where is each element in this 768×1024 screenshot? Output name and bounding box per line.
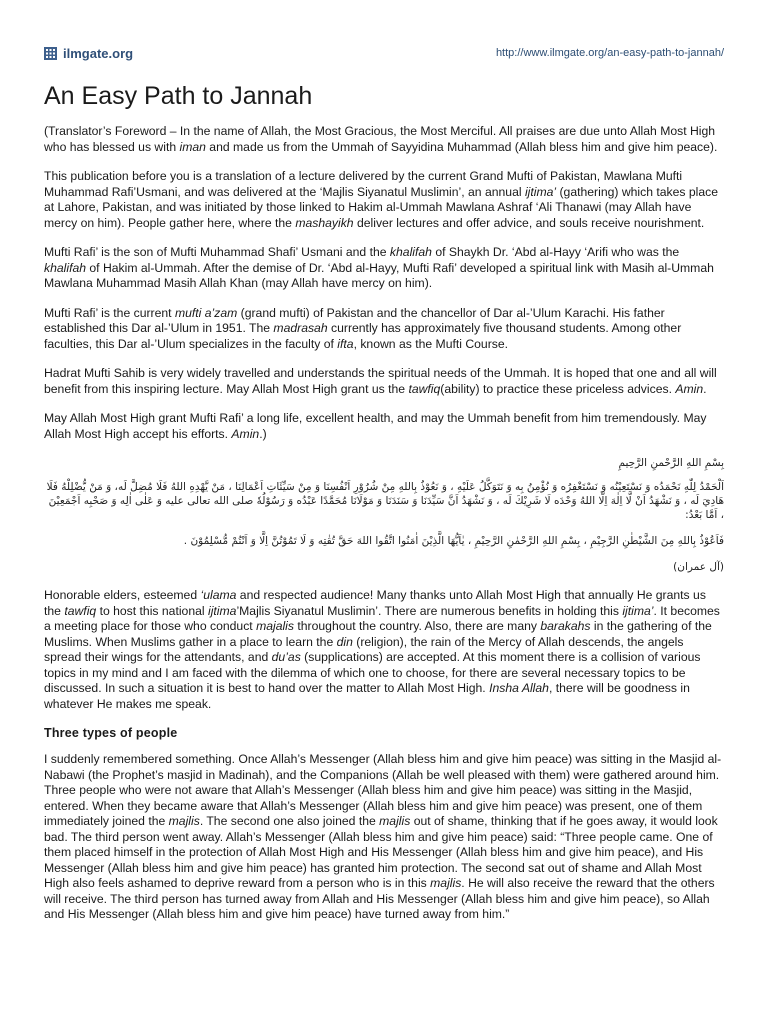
- paragraph: Hadrat Mufti Sahib is very widely travelled and understands the spiritual needs of the Ummah. It is hoped that one and all will benefit from this inspiring lecture. May Allah Most High grant us the tawfiq(ability) to practice these priceless advices. Amin.: [44, 366, 717, 396]
- paragraph: Honorable elders, esteemed ‘ulama and respected audience! Many thanks unto Allah Most High that annually He grants us the tawfiq to host this national ijtima’Majlis Siyanatul Muslimin’. There are numerous benefits in holding this ijtima’. It becomes a meeting place for those who conduct majalis throughout the country. Also, there are many barakahs in the gathering of the Muslims. When Muslims gather in a place to learn the din (religion), the rain of the Mercy of Allah descends, the angels spread their wings for the attendants, and du’as (supplications) are accepted. At this moment there is a collision of various topics in my mind and I am faced with the dilemma of which one to choose, for there are several necessary topics to be discussed. In such a situation it is best to hand over the matter to Allah Most High. Insha Allah, there will be goodness in whatever He makes me speak.: [44, 588, 720, 711]
- italic-term: du’as: [271, 650, 301, 664]
- paragraph: I suddenly remembered something. Once Allah’s Messenger (Allah bless him and give him peace) was sitting in the Masjid al-Nabawi (the Prophet’s masjid in Madinah), and the Companions (Allah be well pleased with them) were gathered around him. Three people who were not aware that Allah’s Messenger (Allah bless him and give him peace) was sitting in the Masjid, entered. When they became aware that Allah’s Messenger (Allah bless him and give him peace) was present, one of them immediately joined the majlis. The second one also joined the majlis out of shame, thinking that if he goes away, it would look bad. The third person went away. Allah’s Messenger (Allah bless him and give him peace) said: “Three people came. One of them placed himself in the protection of Allah Most High and His Messenger (Allah bless him and give him peace), and His Messenger (Allah bless him and give him peace) has granted him protection. The second sat out of shame and Allah Most High also feels ashamed to deprive reward from a person who is in this majlis. He will also receive the reward that the others will receive. The third person has turned away from Allah and His Messenger (Allah bless him and give him peace), so Allah and His Messenger (Allah bless him and give him peace) have turned away from him.”: [44, 752, 722, 921]
- italic-term: ijtima’: [524, 184, 557, 199]
- italic-term: majlis: [379, 814, 411, 828]
- foreword-section: [44, 124, 724, 442]
- italic-term: ijtima’: [622, 603, 654, 618]
- brand-name: ilmgate.org: [63, 45, 134, 61]
- italic-term: Amin: [675, 381, 704, 396]
- italic-term: majlis: [430, 876, 462, 890]
- italic-term: ijtima: [207, 603, 237, 618]
- paragraph: (Translator’s Foreword – In the name of Allah, the Most Gracious, the Most Merciful. All praises are due unto Allah Most High who has blessed us with iman and made us from the Ummah of Sayyidina Muhammad (Allah bless him and give him peace).: [44, 124, 718, 154]
- italic-term: majalis: [256, 619, 294, 633]
- italic-term: khalifah: [44, 260, 87, 275]
- paragraph: This publication before you is a translation of a lecture delivered by the current Grand Mufti of Pakistan, Mawlana Mufti Muhammad Rafi’Usmani, and was delivered at the ‘Majlis Siyanatul Muslimin’, an annual ijtima’ (gathering) which takes place at Lahore, Pakistan, and was initiated by those linked to Hakim al-Ummah Mawlana Ashraf ‘Ali Thanawi (may Allah have mercy on him). People gather here, where the mashayikh deliver lectures and offer advice, and souls receive nourishment.: [44, 169, 719, 230]
- italic-term: ‘ulama: [200, 588, 237, 602]
- italic-term: majlis: [168, 814, 200, 828]
- paragraph: Mufti Rafi’ is the current mufti a’zam (grand mufti) of Pakistan and the chancellor of Dar al-’Ulum Karachi. His father established this Dar al-’Ulum in 1951. The madrasah currently has approximately five thousand students. Among other faculties, this Dar al-’Ulum specializes in the faculty of ifta, known as the Mufti Course.: [44, 305, 682, 351]
- section-heading: Three types of people: [44, 726, 178, 740]
- paragraph: Mufti Rafi’ is the son of Mufti Muhammad Shafi’ Usmani and the khalifah of Shaykh Dr. ‘Abd al-Hayy ‘Arifi who was the khalifah of Hakim al-Ummah. After the demise of Dr. ‘Abd al-Hayy, Mufti Rafi’ developed a spiritual link with Masih al-Ummah Mawlana Muhammad Masih Allah Khan (may Allah have mercy on him).: [44, 245, 714, 290]
- page-url-link[interactable]: http://www.ilmgate.org/an-easy-path-to-jannah/: [495, 47, 724, 59]
- italic-term: mufti a’zam: [174, 305, 238, 320]
- lecture-intro-section: [44, 588, 724, 712]
- italic-term: Insha Allah: [489, 681, 549, 695]
- page-title: An Easy Path to Jannah: [44, 82, 313, 110]
- italic-term: ifta: [337, 336, 354, 351]
- italic-term: tawfiq: [408, 381, 441, 396]
- paragraph: May Allah Most High grant Mufti Rafi’ a long life, excellent health, and may the Ummah benefit from him tremendously. May Allah Most High accept his efforts. Amin.): [44, 411, 707, 441]
- three-types-section: [44, 752, 724, 923]
- arabic-taawwudh: فَاَعُوْذُ بِاللهِ مِنَ الشَّيْطٰنِ الرَّجِيْمِ ، بِسْمِ اللهِ الرَّحْمٰنِ الرَّحِيْمِ ، يٰاَيُّهَا الَّذِيْنَ اٰمَنُوا اتَّقُوا اللهَ حَقَّ تُقٰتِه وَ لَا تَمُوْتُنَّ اِلَّا وَ اَنْتُمْ مُّسْلِمُوْنَ .: [183, 535, 724, 547]
- grid-logo-icon: [44, 47, 57, 60]
- italic-term: iman: [179, 139, 206, 154]
- italic-term: madrasah: [273, 321, 328, 335]
- page-header: [44, 44, 724, 62]
- site-brand[interactable]: [44, 46, 133, 61]
- arabic-khutbah: اَلْحَمْدُ لِلّٰهِ نَحْمَدُه وَ نَسْتَعِيْنُه وَ نَسْتَغْفِرُه وَ نُؤْمِنُ بِه وَ نَتَوَكَّلُ عَلَيْهِ ، وَ نَعُوْذُ بِاللهِ مِنْ شُرُوْرِ اَنْفُسِنَا وَ مِنْ سَيِّئَاتِ اَعْمَالِنَا ، مَنْ يَّهْدِهِ اللهُ فَلَا مُضِلَّ لَه، وَ مَنْ يُّضْلِلْهُ فَلَا هَادِيَ لَه ، وَ نَشْهَدُ اَنْ لَّا اِلٰهَ اِلَّا اللهُ وَحْدَه لَا شَرِيْكَ لَه ، وَ نَشْهَدُ اَنَّ سَيِّدَنَا وَ سَنَدَنَا وَ مَوْلَانَا مُحَمَّدًا عَبْدُه وَ رَسُوْلُهٗ صلى الله تعالى عليه وَ عَلٰى اٰلِه وَ صَحْبِه اَجْمَعِيْنَ ، اَمَّا بَعْدُ:: [46, 481, 724, 521]
- italic-term: Amin: [231, 426, 260, 441]
- article-body: [44, 124, 724, 937]
- italic-term: barakahs: [540, 619, 591, 633]
- italic-term: din: [336, 634, 353, 649]
- arabic-basmala: بِسْمِ اللهِ الرَّحْمنِ الرَّحِيمِ: [618, 457, 724, 469]
- italic-term: mashayikh: [295, 215, 354, 230]
- arabic-reference: (آل عمران): [673, 561, 724, 573]
- italic-term: khalifah: [389, 245, 432, 259]
- italic-term: tawfiq: [64, 603, 97, 618]
